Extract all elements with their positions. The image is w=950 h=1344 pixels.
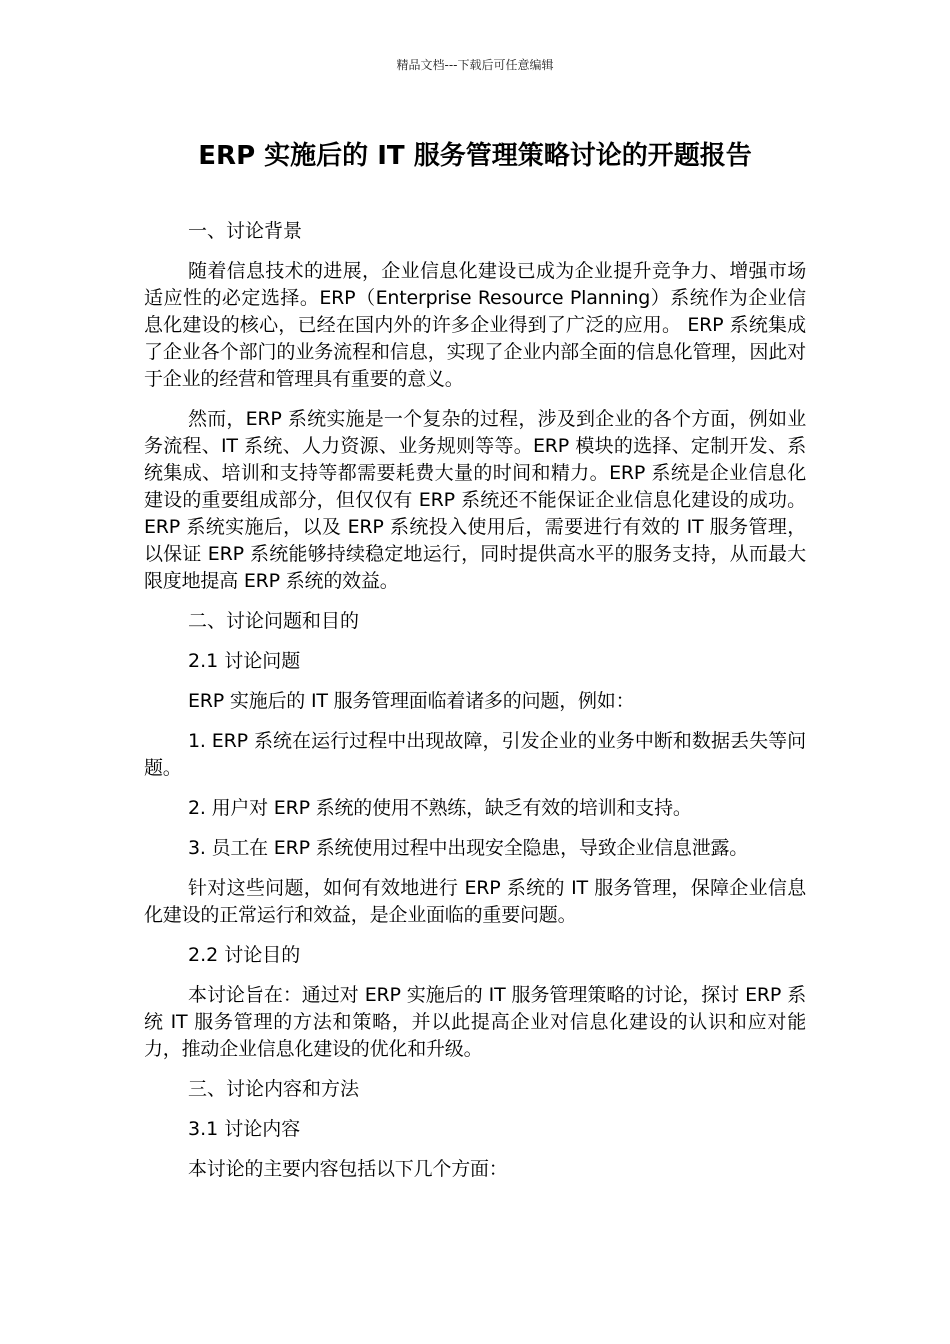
subsection-heading-problems: 2.1 讨论问题 <box>188 650 301 672</box>
section-heading-background: 一、讨论背景 <box>188 220 303 242</box>
subsection-heading-goals: 2.2 讨论目的 <box>188 944 301 966</box>
list-item-problem-3: 3. 员工在 ERP 系统使用过程中出现安全隐患，导致企业信息泄露。 <box>188 837 749 859</box>
paragraph-background-2: 然而，ERP 系统实施是一个复杂的过程，涉及到企业的各个方面，例如业务流程、IT 系统、人力资源、业务规则等等。ERP 模块的选择、定制开发、系统集成、培训和支持等都需要耗费大量的时间和精力。ERP 系统是企业信息化建设的重要组成部分，但仅仅有 ERP 系统还不能保证企业信息化建设的成功。ERP 系统实施后，以及 ERP 系统投入使用后，需要进行有效的 IT 服务管理，以保证 ERP 系统能够持续稳定地运行，同时提供高水平的服务支持，从而最大限度地提高 ERP 系统的效益。 <box>144 408 806 592</box>
document-title: ERP 实施后的 IT 服务管理策略讨论的开题报告 <box>198 141 752 171</box>
section-heading-content-methods: 三、讨论内容和方法 <box>188 1078 360 1100</box>
paragraph-content-intro: 本讨论的主要内容包括以下几个方面： <box>188 1158 508 1180</box>
section-heading-problems-goals: 二、讨论问题和目的 <box>188 610 360 632</box>
list-item-problem-1: 1. ERP 系统在运行过程中出现故障，引发企业的业务中断和数据丢失等问题。 <box>144 730 806 779</box>
paragraph-background-1: 随着信息技术的进展，企业信息化建设已成为企业提升竞争力、增强市场适应性的必定选择。ERP（Enterprise Resource Planning）系统作为企业信息化建设的核心，已经在国内外的许多企业得到了广泛的应用。 ERP 系统集成了企业各个部门的业务流程和信息，实现了企业内部全面的信息化管理，因此对于企业的经营和管理具有重要的意义。 <box>144 260 806 390</box>
header-note: 精品文档---下载后可任意编辑 <box>396 58 554 72</box>
paragraph-problems-summary: 针对这些问题，如何有效地进行 ERP 系统的 IT 服务管理，保障企业信息化建设的正常运行和效益，是企业面临的重要问题。 <box>144 877 806 926</box>
list-item-problem-2: 2. 用户对 ERP 系统的使用不熟练，缺乏有效的培训和支持。 <box>188 797 692 819</box>
paragraph-goals: 本讨论旨在：通过对 ERP 实施后的 IT 服务管理策略的讨论，探讨 ERP 系统 IT 服务管理的方法和策略，并以此提高企业对信息化建设的认识和应对能力，推动企业信息化建设的优化和升级。 <box>144 984 806 1060</box>
document-body <box>144 218 806 1196</box>
subsection-heading-content: 3.1 讨论内容 <box>188 1118 301 1140</box>
paragraph-problems-intro: ERP 实施后的 IT 服务管理面临着诸多的问题，例如： <box>188 690 635 712</box>
